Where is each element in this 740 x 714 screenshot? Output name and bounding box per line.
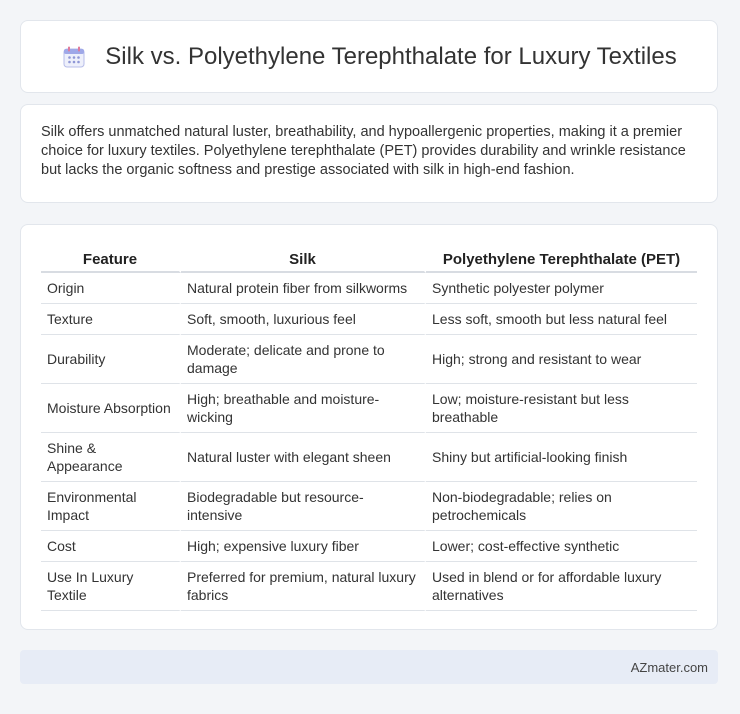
comparison-table <box>41 245 697 611</box>
table-row <box>41 482 697 531</box>
table-row <box>41 562 697 611</box>
table-cell-silk: Biodegradable but resource-intensive <box>181 482 426 531</box>
table-cell-silk: Natural protein fiber from silkworms <box>181 273 426 304</box>
table-row <box>41 304 697 335</box>
column-header-feature: Feature <box>41 245 181 273</box>
table-row <box>41 384 697 433</box>
intro-text: Silk offers unmatched natural luster, breathability, and hypoallergenic properties, making it a premier choice for luxury textiles. Polyethylene terephthalate (PET) provides durability and wrinkle resistance but lacks the organic softness and prestige associated with silk in high-end fashion. <box>41 124 686 178</box>
table-cell-feature: Origin <box>41 273 181 304</box>
table-cell-feature: Texture <box>41 304 181 335</box>
table-cell-pet: Used in blend or for affordable luxury alternatives <box>426 562 697 611</box>
table-cell-pet: Lower; cost-effective synthetic <box>426 531 697 562</box>
footer-site-name: AZmater.com <box>630 659 708 675</box>
table-row <box>41 433 697 482</box>
table-cell-silk: High; breathable and moisture-wicking <box>181 384 426 433</box>
table-row <box>41 335 697 384</box>
table-cell-pet: Shiny but artificial-looking finish <box>426 433 697 482</box>
table-cell-silk: Natural luster with elegant sheen <box>181 433 426 482</box>
table-row <box>41 531 697 562</box>
table-cell-silk: High; expensive luxury fiber <box>181 531 426 562</box>
column-header-silk: Silk <box>181 245 426 273</box>
table-cell-feature: Use In Luxury Textile <box>41 562 181 611</box>
table-cell-pet: Low; moisture-resistant but less breathable <box>426 384 697 433</box>
table-cell-pet: High; strong and resistant to wear <box>426 335 697 384</box>
table-cell-feature: Shine & Appearance <box>41 433 181 482</box>
title-card <box>20 20 718 93</box>
page-title: Silk vs. Polyethylene Terephthalate for Luxury Textiles <box>105 42 677 70</box>
intro-card <box>20 104 718 203</box>
column-header-pet: Polyethylene Terephthalate (PET) <box>426 245 697 273</box>
table-cell-silk: Moderate; delicate and prone to damage <box>181 335 426 384</box>
table-cell-feature: Cost <box>41 531 181 562</box>
table-cell-silk: Soft, smooth, luxurious feel <box>181 304 426 335</box>
calendar-icon <box>61 44 87 70</box>
table-header-row <box>41 245 697 273</box>
table-cell-feature: Durability <box>41 335 181 384</box>
footer <box>20 650 718 684</box>
table-cell-silk: Preferred for premium, natural luxury fabrics <box>181 562 426 611</box>
table-card <box>20 224 718 630</box>
table-row <box>41 273 697 304</box>
table-cell-feature: Moisture Absorption <box>41 384 181 433</box>
table-cell-pet: Less soft, smooth but less natural feel <box>426 304 697 335</box>
table-cell-pet: Non-biodegradable; relies on petrochemicals <box>426 482 697 531</box>
table-cell-feature: Environmental Impact <box>41 482 181 531</box>
table-cell-pet: Synthetic polyester polymer <box>426 273 697 304</box>
